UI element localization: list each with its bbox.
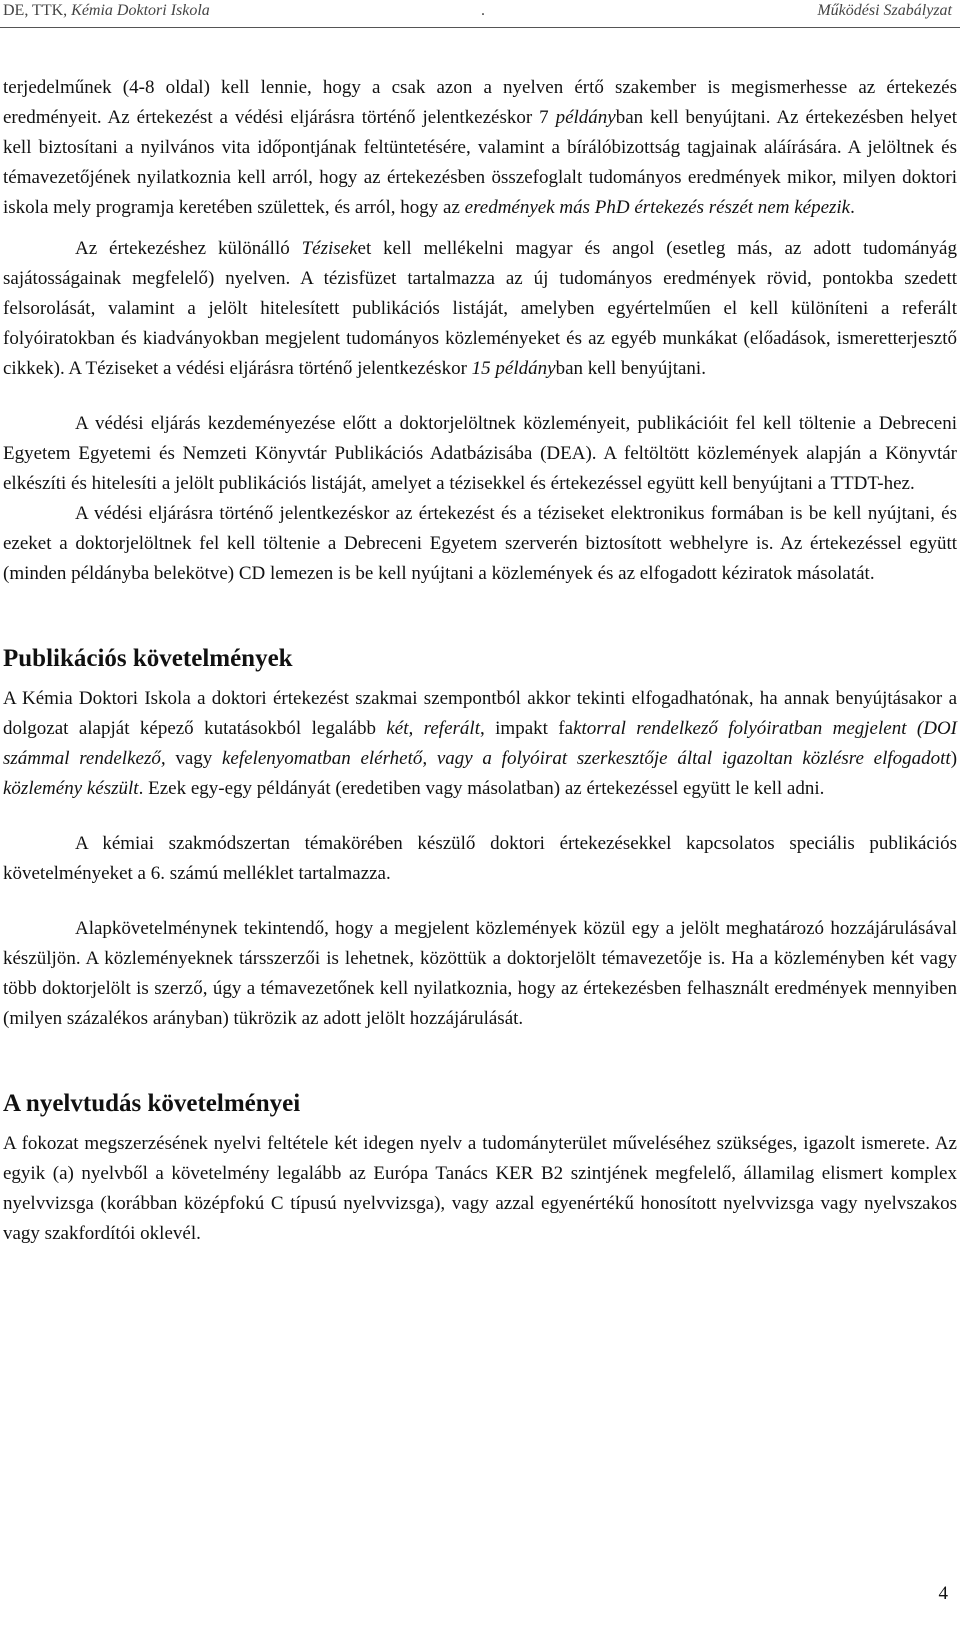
section-heading-publications: Publikációs követelmények xyxy=(3,645,293,672)
paragraph-publication-upload xyxy=(3,409,957,499)
text-run: ban kell benyújtani. xyxy=(555,358,706,379)
paragraph-theses xyxy=(3,234,957,384)
header-dot: . xyxy=(481,2,485,19)
page-header xyxy=(0,0,960,30)
text-run: A védési eljárás kezdeményezése előtt a doktorjelöltnek közleményeit, publikációit fel kell töltenie a Debreceni Egyetem Egyetemi és Nemzeti Könyvtár Publikációs Adatbázisába (DEA). A feltöltött közlemények alapján a Könyvtár elkészíti és hitelesíti a jelölt publikációs listáját, amelyet a tézisekkel és értekezéssel együtt kell benyújtani a TTDT-hez. xyxy=(3,413,957,494)
text-run: ban kell benyújtani. Az értekezésben helyet kell biztosítani a nyilvános vita időpontjának feltüntetésére, valamint a bírálóbizottság tagjainak aláírására. A jelöltnek és témavezetőjének nyilatkoznia kell arról, hogy az értekezésben összefoglalt tudományos eredmények mikor, milyen doktori iskola mely programja keretében születtek, és arról, hogy az xyxy=(3,107,957,218)
text-run-italic: 15 példány xyxy=(471,358,556,379)
text-run: . xyxy=(850,197,855,218)
paragraph-coauthorship xyxy=(3,914,957,1034)
text-run-italic: Tézisek xyxy=(301,238,358,259)
page-number: 4 xyxy=(938,1583,948,1604)
header-institution-prefix: DE, TTK, xyxy=(3,2,72,19)
header-school-name: Kémia Doktori Iskola xyxy=(71,2,210,19)
text-run: ) xyxy=(950,748,958,769)
text-run: , impakt fa xyxy=(479,718,574,739)
paragraph-electronic-submission xyxy=(3,499,957,589)
text-run-italic: közlemény készült xyxy=(3,778,139,799)
text-run-italic: eredmények más PhD értekezés részét nem képezik xyxy=(464,197,851,218)
text-run: Az értekezéshez különálló xyxy=(75,238,302,259)
header-rule xyxy=(0,27,960,28)
text-run-italic: két, referált xyxy=(386,718,480,739)
text-run-italic: példány xyxy=(555,107,616,128)
text-run: A kémiai szakmódszertan témakörében készülő doktori értekezésekkel kapcsolatos speciális publikációs követelményeket a 6. számú melléklet tartalmazza. xyxy=(3,833,957,884)
text-run: A Kémia Doktori Iskola a doktori értekezést szakmai szempontból akkor tekinti elfogadhatónak, ha annak benyújtásakor a dolgozat alapját képező kutatásokból legalább xyxy=(3,688,957,739)
text-run: vagy xyxy=(165,748,222,769)
text-run-italic: kefelenyomatban elérhető, vagy a folyóirat szerkesztője által igazoltan közlésre elfogadott xyxy=(222,748,951,769)
paragraph-methodology-requirements xyxy=(3,829,957,889)
text-run: terjedelműnek (4-8 oldal) kell lennie, hogy a csak azon a nyelven értő szakember is megismerhesse az értekezés eredményeit. Az értekezést a védési eljárásra történő jelentkezéskor 7 xyxy=(3,77,957,128)
text-run: A fokozat megszerzésének nyelvi feltétele két idegen nyelv a tudományterület műveléséhez szükséges, igazolt ismerete. Az egyik (a) nyelvből a követelmény legalább az Európa Tanács KER B2 szintjének megfelelő, államilag elismert komplex nyelvvizsga (korábban középfokú C típusú nyelvvizsga), vagy azzal egyenértékű honosított nyelvvizsga vagy nyelvszakos vagy szakfordítói oklevél. xyxy=(3,1133,957,1244)
paragraph-language-requirements xyxy=(3,1129,957,1249)
header-institution xyxy=(3,2,210,20)
text-run-italic: ktorral rendelkező folyóiratban megjelent (DOI számmal rendelkező, xyxy=(3,718,957,769)
section-heading-language: A nyelvtudás követelményei xyxy=(3,1090,301,1117)
text-run: . Ezek egy-egy példányát (eredetiben vagy másolatban) az értekezéssel együtt le kell adni. xyxy=(138,778,825,799)
text-run: A védési eljárásra történő jelentkezéskor az értekezést és a téziseket elektronikus formában is be kell nyújtani, és ezeket a doktorjelöltnek fel kell töltenie a Debreceni Egyetem szerverén biztosított webhelyre is. Az értekezéssel együtt (minden példányba belekötve) CD lemezen is be kell nyújtani a közlemények és az elfogadott kéziratok másolatát. xyxy=(3,503,957,584)
text-run: Alapkövetelménynek tekintendő, hogy a megjelent közlemények közül egy a jelölt meghatározó hozzájárulásával készüljön. A közleményeknek társszerzői is lehetnek, közöttük a doktorjelölt témavezetője is. Ha a közleményben két vagy több doktorjelölt is szerző, úgy a témavezetőnek kell nyilatkoznia, hogy az értekezésben felhasznált eredmények mennyiben (milyen százalékos arányban) tükrözik az adott jelölt hozzájárulását. xyxy=(3,918,957,1029)
document-body xyxy=(3,73,957,1249)
paragraph-publication-requirements xyxy=(3,684,957,804)
text-run: et kell mellékelni magyar és angol (esetleg más, az adott tudományág sajátosságainak megfelelő) nyelven. A tézisfüzet tartalmazza az új tudományos eredmények rövid, pontokba szedett felsorolását, valamint a jelölt hitelesített publikációs listáját, amelyben egyértelműen el kell különíteni a referált folyóiratokban és kiadványokban megjelent tudományos közleményeket és az egyéb munkákat (előadások, ismeretterjesztő cikkek). A Téziseket a védési eljárásra történő jelentkezéskor xyxy=(3,238,957,379)
paragraph-dissertation-submission xyxy=(3,73,957,223)
header-document-title: Működési Szabályzat xyxy=(817,2,952,19)
